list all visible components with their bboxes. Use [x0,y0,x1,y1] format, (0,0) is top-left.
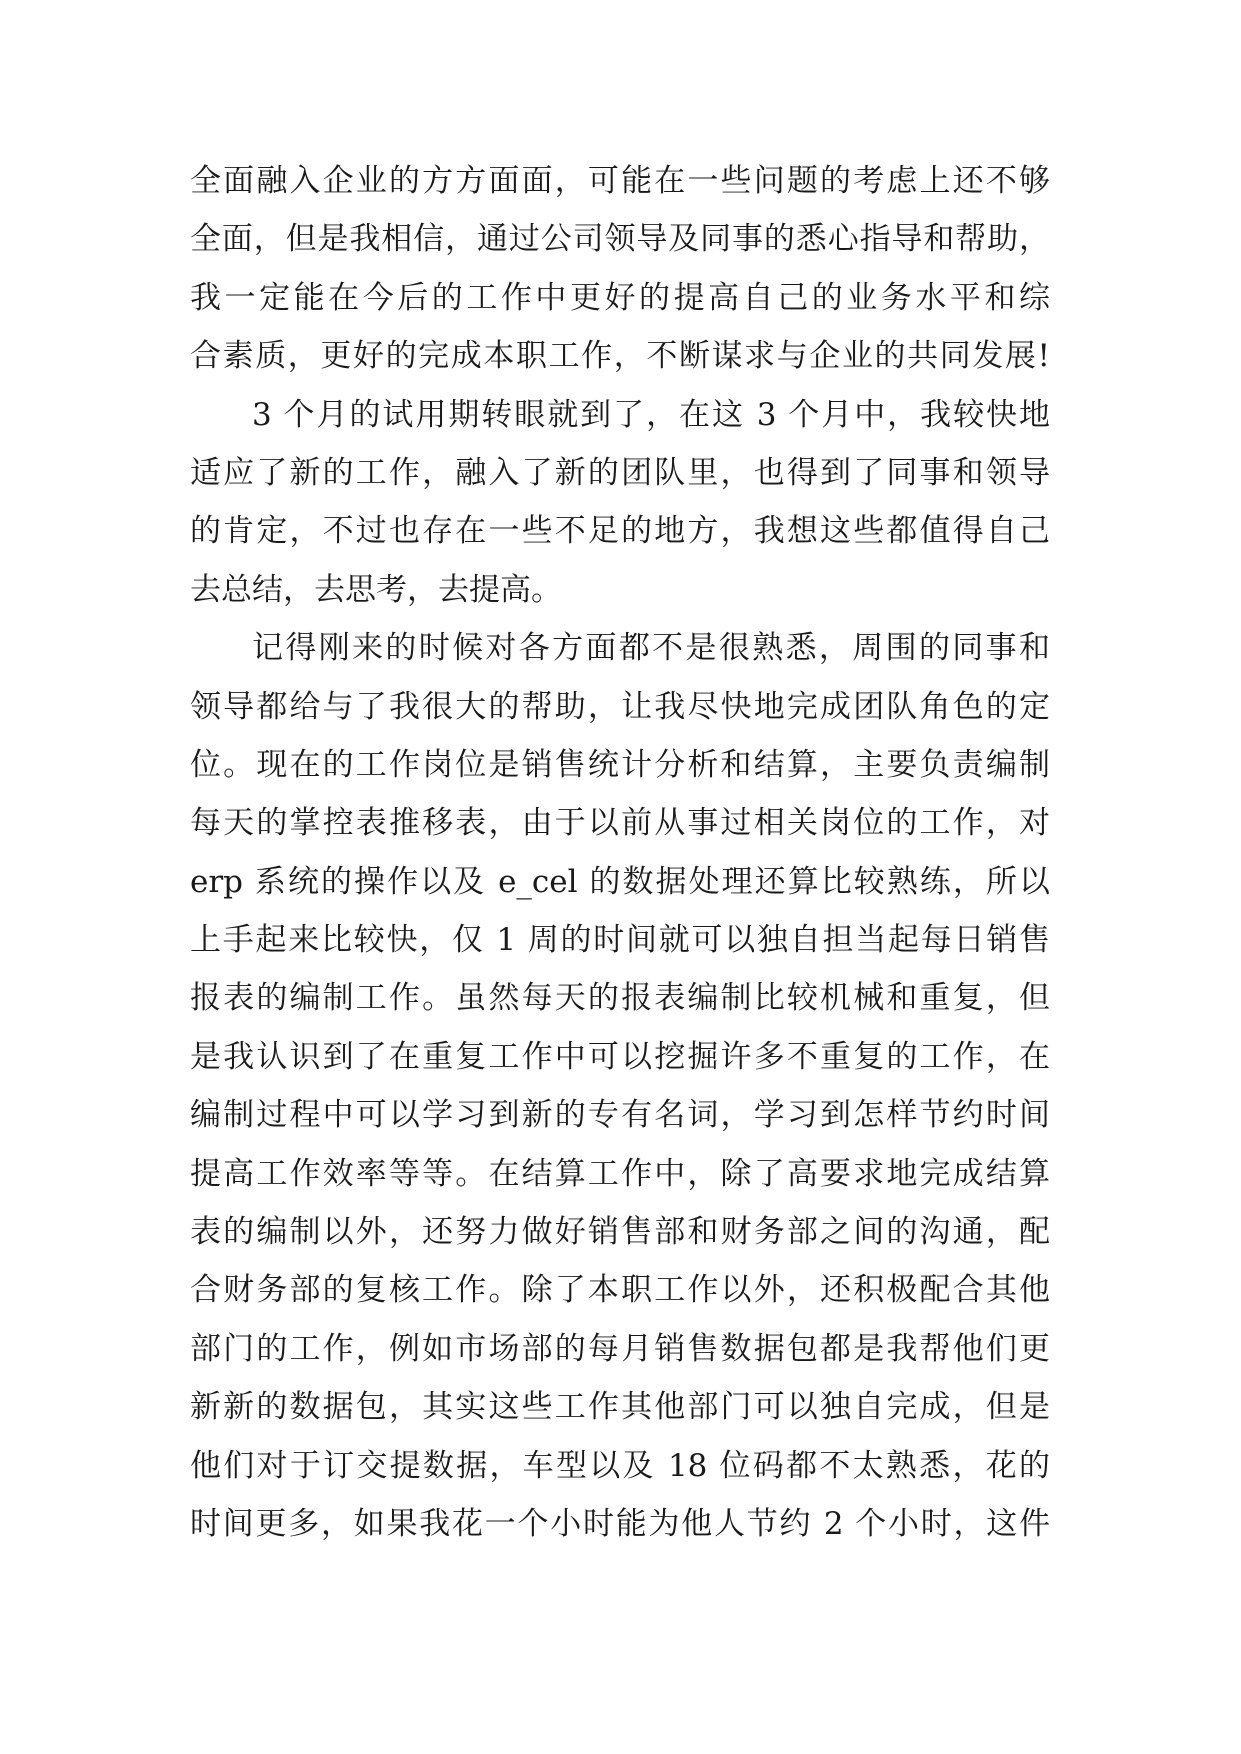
text-line: 记得刚来的时候对各方面都不是很熟悉，周围的同事和 [252,630,1050,667]
text-line: 3 个月的试用期转眼就到了，在这 3 个月中，我较快地 [252,396,1050,433]
text-line: 提高工作效率等等。在结算工作中，除了高要求地完成结算 [190,1155,1050,1192]
text-line: 全面融入企业的方方面面，可能在一些问题的考虑上还不够 [190,163,1050,199]
text-line: 报表的编制工作。虽然每天的报表编制比较机械和重复，但 [190,980,1050,1017]
text-line: 领导都给与了我很大的帮助，让我尽快地完成团队角色的定 [190,688,1050,725]
text-line: 部门的工作，例如市场部的每月销售数据包都是我帮他们更 [190,1330,1050,1367]
text-line: 合财务部的复核工作。除了本职工作以外，还积极配合其他 [190,1272,1050,1309]
paragraph-2 [190,386,1050,620]
text-line: 他们对于订交提数据，车型以及 18 位码都不太熟悉，花的 [190,1447,1050,1484]
text-line: 是我认识到了在重复工作中可以挖掘许多不重复的工作，在 [190,1038,1050,1075]
text-line: 全面，但是我相信，通过公司领导及同事的悉心指导和帮助， [190,221,1050,258]
text-line: erp 系统的操作以及 e_cel 的数据处理还算比较熟练，所以 [190,863,1050,900]
text-line: 表的编制以外，还努力做好销售部和财务部之间的沟通，配 [190,1214,1050,1251]
text-line: 新新的数据包，其实这些工作其他部门可以独自完成，但是 [190,1389,1050,1426]
text-line: 去总结，去思考，去提高。 [190,571,562,608]
text-line: 合素质，更好的完成本职工作，不断谋求与企业的共同发展! [190,338,1050,375]
text-line: 每天的掌控表推移表，由于以前从事过相关岗位的工作，对 [190,805,1050,842]
text-line: 编制过程中可以学习到新的专有名词，学习到怎样节约时间 [190,1097,1050,1134]
text-line: 我一定能在今后的工作中更好的提高自己的业务水平和综 [190,279,1050,316]
document-page [190,152,1050,1553]
text-line: 的肯定，不过也存在一些不足的地方，我想这些都值得自己 [190,513,1050,550]
paragraph-3 [190,619,1050,1553]
text-line: 上手起来比较快，仅 1 周的时间就可以独自担当起每日销售 [190,922,1050,959]
text-line: 位。现在的工作岗位是销售统计分析和结算，主要负责编制 [190,746,1050,783]
text-line: 时间更多，如果我花一个小时能为他人节约 2 个小时，这件 [190,1505,1050,1542]
text-line: 适应了新的工作，融入了新的团队里，也得到了同事和领导 [190,454,1050,491]
paragraph-1 [190,152,1050,386]
